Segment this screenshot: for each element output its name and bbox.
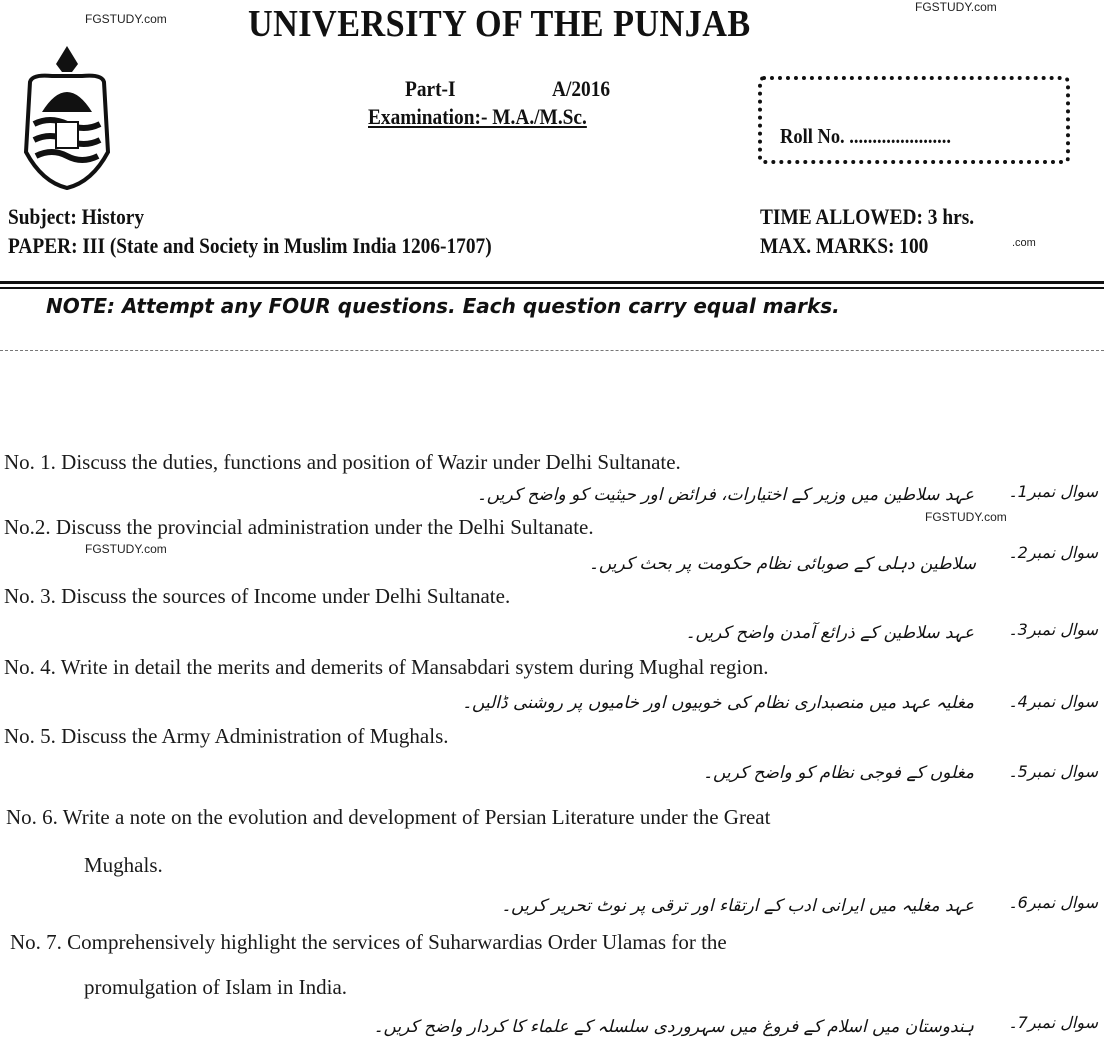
question-7-urdu-label: سوال نمبر7۔: [1008, 1013, 1098, 1032]
question-2-english: No.2. Discuss the provincial administration under the Delhi Sultanate.: [4, 515, 594, 539]
question-7-english-cont: promulgation of Islam in India.: [84, 975, 348, 999]
roll-number-box: [758, 76, 1070, 164]
watermark: FGSTUDY.com: [85, 542, 167, 556]
time-allowed: TIME ALLOWED: 3 hrs.: [760, 204, 975, 229]
question-1-urdu: عہد سلاطین میں وزیر کے اختیارات، فرائض اور حیثیت کو واضح کریں۔: [476, 485, 974, 505]
paper-label: PAPER: III (State and Society in Muslim India 1206-1707): [8, 233, 492, 258]
question-6-english-cont: Mughals.: [84, 853, 163, 877]
question-5-urdu-label: سوال نمبر5۔: [1008, 762, 1098, 781]
instructions-note: NOTE: Attempt any FOUR questions. Each question carry equal marks.: [46, 294, 840, 318]
question-5-english: No. 5. Discuss the Army Administration of Mughals.: [4, 724, 449, 748]
question-7-urdu: ہندوستان میں اسلام کے فروغ میں سہروردی سلسلہ کے علماء کا کردار واضح کریں۔: [373, 1017, 974, 1037]
examination-label: Examination:- M.A./M.Sc.: [368, 104, 587, 129]
watermark: FGSTUDY.com: [85, 12, 167, 26]
header-divider: [0, 287, 1104, 289]
question-6-urdu-label: سوال نمبر6۔: [1008, 893, 1098, 912]
session-label: A/2016: [552, 76, 611, 101]
question-4-english: No. 4. Write in detail the merits and demerits of Mansabdari system during Mughal region.: [4, 655, 769, 679]
question-2-urdu-label: سوال نمبر2۔: [1008, 543, 1098, 562]
question-4-urdu-label: سوال نمبر4۔: [1008, 692, 1098, 711]
question-7-english: No. 7. Comprehensively highlight the services of Suharwardias Order Ulamas for the: [10, 930, 727, 954]
question-3-urdu-label: سوال نمبر3۔: [1008, 620, 1098, 639]
watermark: FGSTUDY.com: [915, 0, 997, 14]
question-3-english: No. 3. Discuss the sources of Income under Delhi Sultanate.: [4, 584, 511, 608]
university-logo-icon: [12, 42, 122, 192]
part-label: Part-I: [405, 76, 456, 101]
subject-label: Subject: History: [8, 204, 145, 229]
watermark: FGSTUDY.com: [925, 510, 1007, 524]
question-5-urdu: مغلوں کے فوجی نظام کو واضح کریں۔: [703, 763, 974, 783]
question-4-urdu: مغلیہ عہد میں منصبداری نظام کی خوبیوں اور خامیوں پر روشنی ڈالیں۔: [462, 693, 974, 713]
question-1-urdu-label: سوال نمبر1۔: [1008, 482, 1098, 501]
roll-number-field: Roll No. ......................: [780, 124, 951, 148]
question-3-urdu: عہد سلاطین کے ذرائع آمدن واضح کریں۔: [685, 623, 974, 643]
question-2-urdu: سلاطین دہلی کے صوبائی نظام حکومت پر بحث کریں۔: [588, 554, 976, 574]
max-marks: MAX. MARKS: 100: [760, 233, 929, 258]
header-divider: [0, 281, 1104, 284]
section-divider: [0, 350, 1104, 351]
question-6-english: No. 6. Write a note on the evolution and development of Persian Literature under the Great: [6, 805, 771, 829]
question-1-english: No. 1. Discuss the duties, functions and position of Wazir under Delhi Sultanate.: [4, 450, 681, 474]
watermark: .com: [1012, 237, 1036, 249]
university-title: UNIVERSITY OF THE PUNJAB: [248, 3, 751, 45]
question-6-urdu: عہد مغلیہ میں ایرانی ادب کے ارتقاء اور ترقی پر نوٹ تحریر کریں۔: [501, 896, 974, 916]
